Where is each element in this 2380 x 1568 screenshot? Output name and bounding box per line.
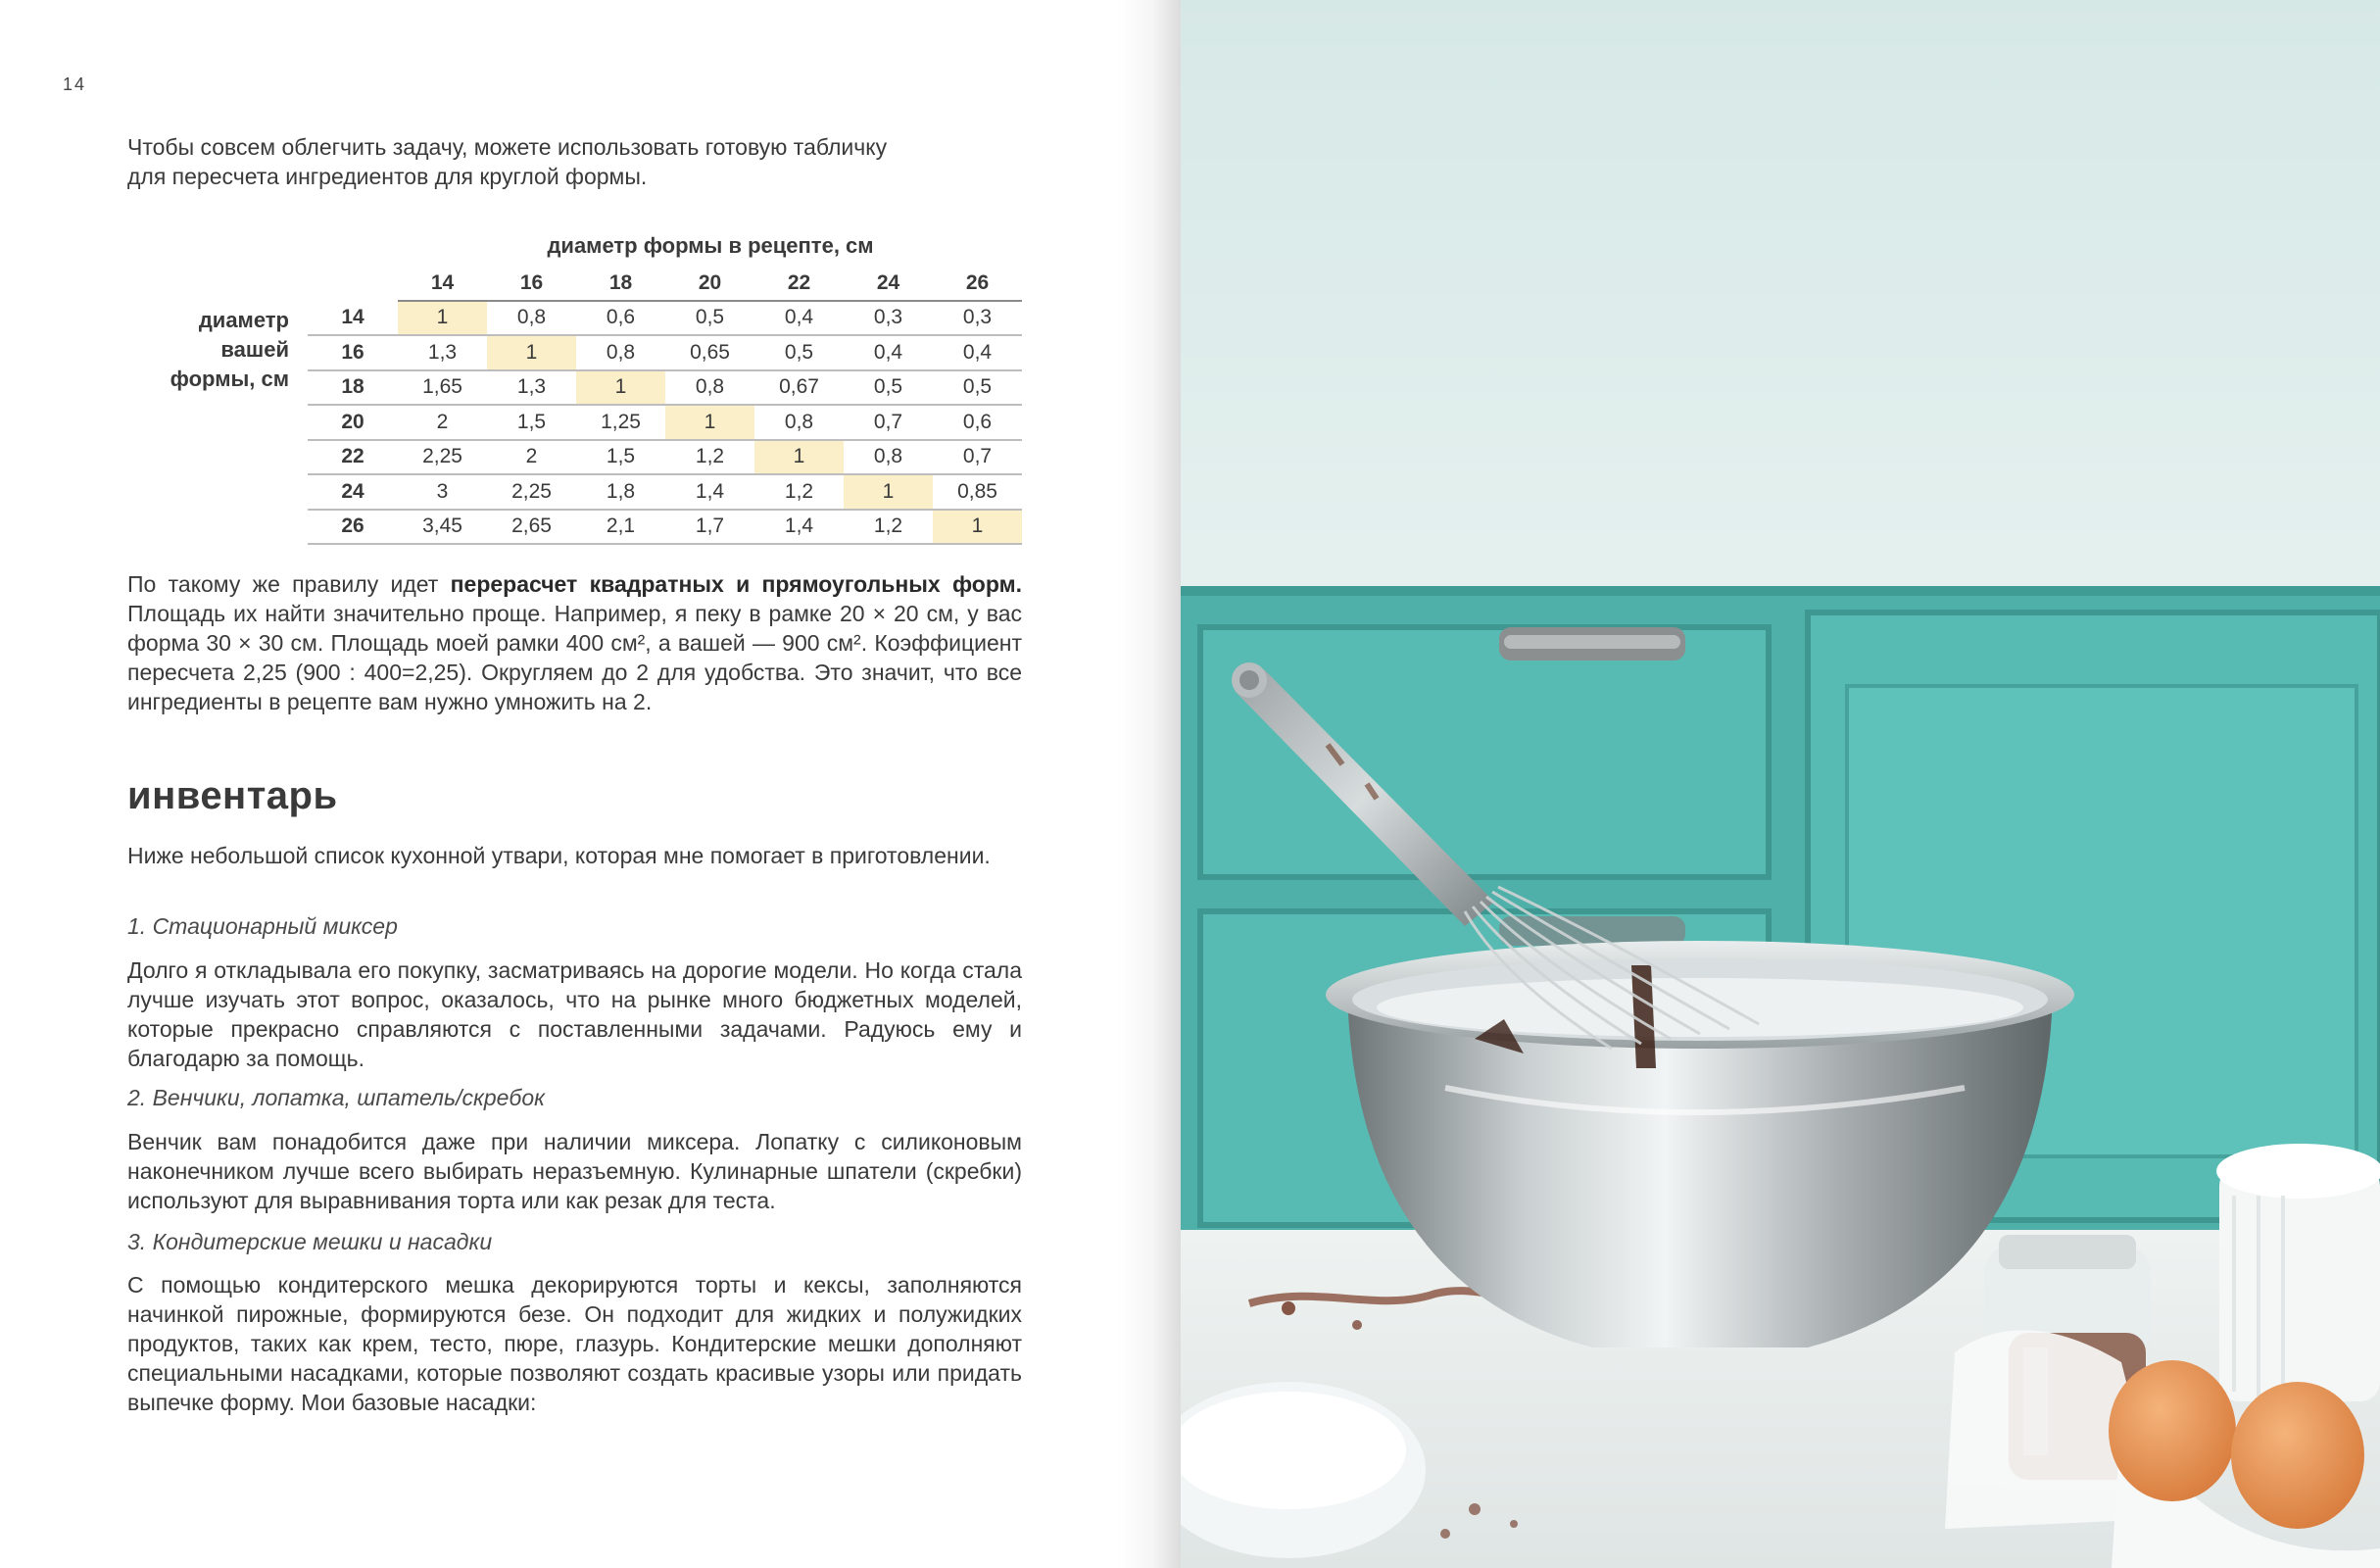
row-axis-label-line: формы, см xyxy=(170,367,289,391)
table-cell: 1,2 xyxy=(665,440,754,475)
inventory-item-1-text xyxy=(127,956,1022,1073)
table-cell: 0,8 xyxy=(754,405,844,440)
row-header: 20 xyxy=(308,405,398,440)
inventory-item-3-text xyxy=(127,1270,1022,1417)
table-cell: 1 xyxy=(398,301,487,336)
table-cell: 0,4 xyxy=(754,301,844,336)
table-corner-cell xyxy=(308,267,398,301)
table-cell: 0,8 xyxy=(576,335,665,370)
table-cell: 0,8 xyxy=(487,301,576,336)
table-row xyxy=(308,510,1022,545)
table-cell: 0,5 xyxy=(844,370,933,406)
table-row xyxy=(308,440,1022,475)
row-axis-label-line: вашей xyxy=(220,337,289,362)
left-page xyxy=(0,0,1181,1568)
table-cell: 0,5 xyxy=(933,370,1022,406)
table-cell: 2,25 xyxy=(487,474,576,510)
table-cell: 0,67 xyxy=(754,370,844,406)
column-header: 14 xyxy=(398,267,487,301)
table-cell: 0,85 xyxy=(933,474,1022,510)
intro-paragraph xyxy=(127,132,1022,191)
table-cell: 2 xyxy=(398,405,487,440)
intro-line-2: для пересчета ингредиентов для круглой формы. xyxy=(127,164,648,189)
table-header-row xyxy=(308,267,1022,301)
table-body xyxy=(308,301,1022,545)
table-cell: 0,65 xyxy=(665,335,754,370)
row-header: 26 xyxy=(308,510,398,545)
table-cell: 0,8 xyxy=(665,370,754,406)
table-cell: 1,3 xyxy=(398,335,487,370)
table-cell: 1,25 xyxy=(576,405,665,440)
table-cell: 2 xyxy=(487,440,576,475)
row-header: 16 xyxy=(308,335,398,370)
table-cell: 1,4 xyxy=(665,474,754,510)
page-number: 14 xyxy=(63,74,87,94)
column-header: 26 xyxy=(933,267,1022,301)
table-cell: 2,65 xyxy=(487,510,576,545)
table-cell: 1 xyxy=(933,510,1022,545)
table-cell: 1,3 xyxy=(487,370,576,406)
table-cell: 1,5 xyxy=(576,440,665,475)
white-ramekin xyxy=(2216,1144,2380,1401)
table-cell: 1,7 xyxy=(665,510,754,545)
column-header: 20 xyxy=(665,267,754,301)
item-title: 1. Стационарный миксер xyxy=(127,913,398,939)
table-cell: 1,65 xyxy=(398,370,487,406)
table-cell: 1,4 xyxy=(754,510,844,545)
table-row-axis-label xyxy=(127,306,289,394)
table-cell: 1,5 xyxy=(487,405,576,440)
row-header: 18 xyxy=(308,370,398,406)
item-title: 2. Венчики, лопатка, шпатель/скребок xyxy=(127,1085,546,1110)
paragraph-bold-phrase: перерасчет квадратных и прямоугольных форм. xyxy=(450,571,1022,597)
row-header: 22 xyxy=(308,440,398,475)
table-cell: 0,8 xyxy=(844,440,933,475)
table-cell: 0,5 xyxy=(754,335,844,370)
table-cell: 3 xyxy=(398,474,487,510)
inventory-item-3 xyxy=(127,1227,1022,1256)
column-header: 16 xyxy=(487,267,576,301)
item-text: Венчик вам понадобится даже при наличии миксера. Лопатку с силиконовым наконечником лучше всего выбирать неразъемную. Кулинарные шпатели (скребки) используют для выравнивания торта или как резак для теста. xyxy=(127,1129,1022,1213)
item-title: 3. Кондитерские мешки и насадки xyxy=(127,1229,493,1254)
table-cell: 0,3 xyxy=(933,301,1022,336)
rectangular-forms-text xyxy=(127,569,1022,716)
row-header: 14 xyxy=(308,301,398,336)
table-cell: 0,4 xyxy=(844,335,933,370)
section-intro-text: Ниже небольшой список кухонной утвари, которая мне помогает в приготовлении. xyxy=(127,843,991,868)
table-cell: 0,3 xyxy=(844,301,933,336)
row-header: 24 xyxy=(308,474,398,510)
column-header: 18 xyxy=(576,267,665,301)
table-cell: 2,25 xyxy=(398,440,487,475)
section-heading: инвентарь xyxy=(127,774,338,817)
paragraph-lead: По такому же правилу идет xyxy=(127,571,451,597)
table-row xyxy=(308,335,1022,370)
table-row xyxy=(308,370,1022,406)
table-cell: 1 xyxy=(576,370,665,406)
conversion-table xyxy=(308,267,1022,545)
table-cell: 0,5 xyxy=(665,301,754,336)
table-cell: 1 xyxy=(487,335,576,370)
table-row xyxy=(308,474,1022,510)
table-cell: 1 xyxy=(754,440,844,475)
table-cell: 0,6 xyxy=(933,405,1022,440)
table-cell: 1 xyxy=(665,405,754,440)
table-row xyxy=(308,301,1022,336)
right-page-photo xyxy=(1181,0,2380,1568)
inventory-item-1 xyxy=(127,911,1022,941)
table-cell: 3,45 xyxy=(398,510,487,545)
table-cell: 0,7 xyxy=(933,440,1022,475)
table-cell: 2,1 xyxy=(576,510,665,545)
table-cell: 1 xyxy=(844,474,933,510)
column-header: 22 xyxy=(754,267,844,301)
table-cell: 0,4 xyxy=(933,335,1022,370)
table-cell: 1,8 xyxy=(576,474,665,510)
table-column-axis-title: диаметр формы в рецепте, см xyxy=(547,233,874,258)
table-row xyxy=(308,405,1022,440)
inventory-item-2-text xyxy=(127,1127,1022,1215)
intro-line-1: Чтобы совсем облегчить задачу, можете использовать готовую табличку xyxy=(127,134,888,160)
kitchen-photo xyxy=(1181,0,2380,1568)
paragraph-rest: Площадь их найти значительно проще. Например, я пеку в рамке 20 × 20 см, у вас форма 30 × 30 см. Площадь моей рамки 400 см², а вашей — 900 см². Коэффициент пересчета 2,25 (900 : 400=2,25). Округляем до 2 для удобства. Это значит, что все ингредиенты в рецепте вам нужно умножить на 2. xyxy=(127,601,1022,714)
table-cell: 0,6 xyxy=(576,301,665,336)
column-header: 24 xyxy=(844,267,933,301)
table-cell: 1,2 xyxy=(844,510,933,545)
rectangular-forms-paragraph xyxy=(127,569,1022,716)
inventory-item-2 xyxy=(127,1083,1022,1112)
item-text: С помощью кондитерского мешка декорируются торты и кексы, заполняются начинкой пирожные, формируются безе. Он подходит для жидких и полужидких продуктов, таких как крем, тесто, пюре, глазурь. Кондитерские мешки дополняют специальными насадками, которые позволяют создать красивые узоры или придать выпечке форму. Мои базовые насадки: xyxy=(127,1272,1022,1415)
item-text: Долго я откладывала его покупку, засматриваясь на дорогие модели. Но когда стала лучше изучать этот вопрос, оказалось, что на рынке много бюджетных моделей, которые прекрасно справляются с поставленными задачами. Радуюсь ему и благодарю за помощь. xyxy=(127,957,1022,1071)
row-axis-label-line: диаметр xyxy=(198,308,289,332)
section-intro xyxy=(127,841,1022,870)
table-cell: 0,7 xyxy=(844,405,933,440)
table-cell: 1,2 xyxy=(754,474,844,510)
